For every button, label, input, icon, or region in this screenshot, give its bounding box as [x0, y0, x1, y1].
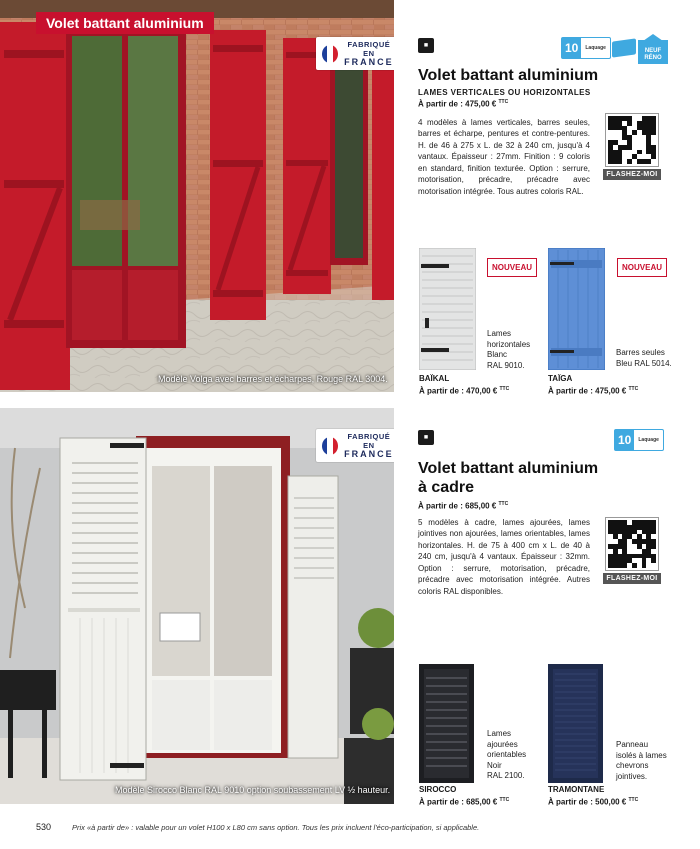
sirocco-illustration [0, 408, 394, 804]
sirocco-name: SIROCCO [419, 785, 457, 794]
photo-sirocco [0, 408, 394, 804]
made-in-line1: FABRIQUÉ EN [347, 432, 391, 450]
swatch-baikal [419, 248, 476, 370]
taiga-description: Barres seules Bleu RAL 5014. [616, 348, 672, 368]
product1-price: À partir de : 475,00 € $^{TTC}$ [418, 99, 509, 109]
sirocco-label [419, 785, 509, 808]
neuf-reno-badge [638, 40, 668, 64]
warranty-badge-2 [614, 429, 664, 451]
tramontane-description: Panneau isolés à lames chevrons jointives. [616, 740, 667, 781]
product2-description: 5 modèles à cadre, lames ajourées, lames jointives non ajourées, lames orientables, lames horizontales. H. de 75 à 400 cm x L. de 40 à 240 cm, jusqu'à 4 vantaux. Épaisseur : 32mm. Option : serrure, motorisation, précadre, précadre avec motorisation intégrée. Autres coloris RAL disponibles. [418, 517, 590, 596]
baikal-label [419, 374, 509, 397]
nouveau-badge-taiga: NOUVEAU [617, 258, 667, 277]
warranty-label: Laquage [585, 45, 606, 51]
product2-title-line1: Volet battant aluminium [418, 460, 599, 477]
product2-info [418, 459, 618, 597]
product1-title: Volet battant aluminium [418, 67, 599, 84]
warranty-label: Laquage [638, 437, 659, 443]
warranty-years: 10 [615, 430, 634, 450]
tramontane-price: À partir de : 500,00 € $^{TTC}$ [548, 797, 639, 807]
made-in-line1: FABRIQUÉ EN [347, 40, 391, 58]
reno-label: RÉNO [644, 55, 662, 61]
made-in-line2: FRANCE [344, 449, 394, 459]
swatch-taiga [548, 248, 605, 370]
product1-subtitle: LAMES VERTICALES OU HORIZONTALES [418, 88, 591, 97]
product2-title-line2: à cadre [418, 479, 475, 496]
swatch-tramontane [548, 664, 603, 783]
photo-caption-bottom: Modèle Sirocco Blanc RAL 9010 option soubassement LV ½ hauteur. [115, 785, 391, 795]
made-in-france-badge-2 [316, 429, 394, 462]
made-in-france-badge [316, 37, 394, 70]
photo-caption-top: Modèle Volga avec barres et écharpes, Rouge RAL 3004. [158, 374, 388, 384]
baikal-name: BAÏKAL [419, 374, 450, 383]
warranty-badge [561, 37, 611, 59]
section-label: Volet battant aluminium [36, 12, 214, 34]
swatch-sirocco [419, 664, 474, 783]
taiga-price: À partir de : 475,00 € $^{TTC}$ [548, 386, 639, 396]
page-number: 530 [36, 822, 52, 832]
qr-code-1[interactable] [603, 114, 661, 180]
tramontane-label [548, 785, 638, 808]
sirocco-description: Lames ajourées orientables Noir RAL 2100. [487, 729, 527, 780]
neuf-label: NEUF [644, 48, 662, 54]
price-footnote: Prix «à partir de» : valable pour un volet H100 x L80 cm sans option. Tous les prix incluent l'éco-participation, si applicable. [72, 823, 480, 832]
product1-description: 4 modèles à lames verticales, barres seules, barres et écharpe, pentures et contre-pentures. H. de 46 à 275 x L. de 32 à 240 cm, jusqu'à 4 vantaux. Épaisseur : 27mm. Finition : 9 coloris en standard, finition texturée. Option : serrure, motorisation, précadre, précadre avec motorisation intégrée. Tous autres coloris RAL. [418, 117, 590, 196]
qr-code-icon [606, 114, 658, 166]
nouveau-badge-baikal: NOUVEAU [487, 258, 537, 277]
photo-volga [0, 0, 394, 392]
card-icon [612, 38, 636, 57]
made-in-line2: FRANCE [344, 57, 394, 67]
camera-icon: ■ [418, 38, 434, 53]
baikal-price: À partir de : 470,00 € $^{TTC}$ [419, 386, 510, 396]
french-flag-icon [322, 437, 338, 455]
product2-price: À partir de : 685,00 € $^{TTC}$ [418, 501, 509, 511]
qr-code-2[interactable] [603, 518, 661, 584]
taiga-label [548, 374, 638, 397]
camera-icon-2: ■ [418, 430, 434, 445]
product1-info [418, 66, 610, 197]
qr-code-icon [606, 518, 658, 570]
french-flag-icon [322, 45, 338, 63]
qr-label-2: FLASHEZ-MOI [603, 573, 661, 584]
warranty-years: 10 [562, 38, 581, 58]
taiga-name: TAÏGA [548, 374, 573, 383]
sirocco-price: À partir de : 685,00 € $^{TTC}$ [419, 797, 510, 807]
qr-label-1: FLASHEZ-MOI [603, 169, 661, 180]
baikal-description: Lames horizontales Blanc RAL 9010. [487, 329, 531, 370]
tramontane-name: TRAMONTANE [548, 785, 605, 794]
